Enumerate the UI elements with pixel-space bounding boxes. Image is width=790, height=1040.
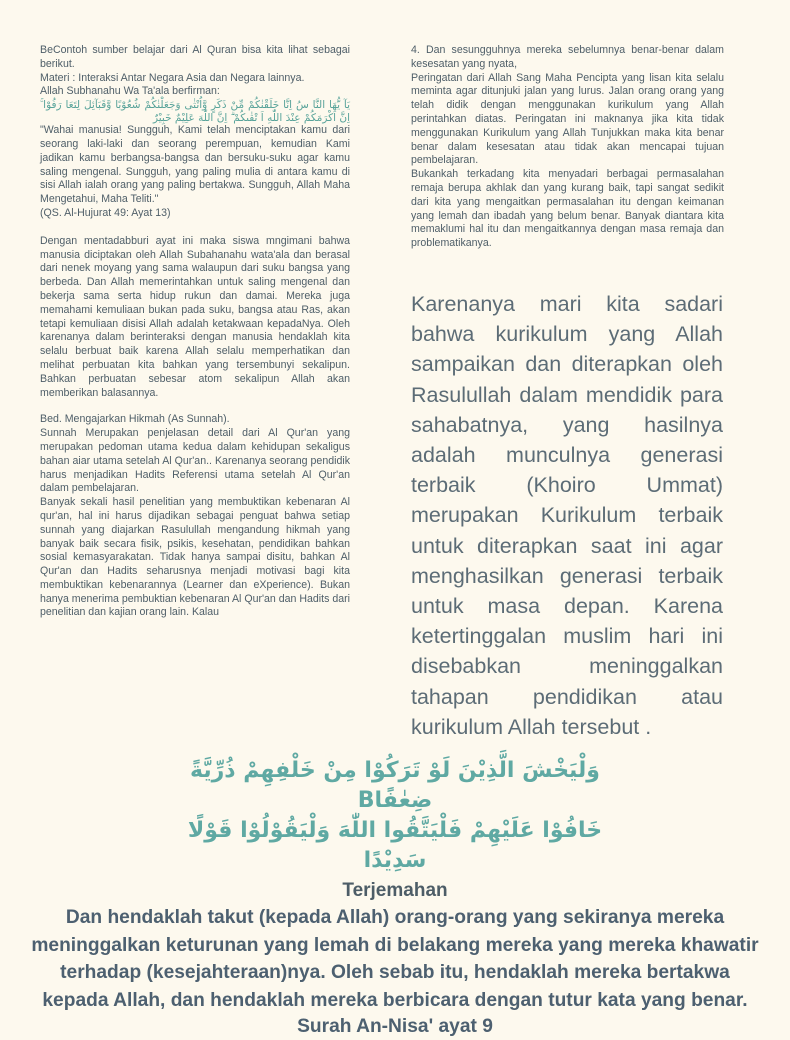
intro-text: BeContoh sumber belajar dari Al Quran bisa kita lihat sebagai berikut. [40, 44, 350, 70]
section-heading-hikmah: Bed. Mengajarkan Hikmah (As Sunnah). [40, 413, 230, 426]
left-column [40, 44, 350, 620]
bukankah-paragraph: Bukankah terkadang kita menyadari berbagai permasalahan remaja berupa akhlak dan yang kurang baik, tapi sangat sedikit dari kita yang mengaitkan permasalahan itu dengan keimanan yang lemah dan ibadah yang belum benar. Banyak diantara kita memaklumi hal itu dan mengaitkannya dengan masa remaja dan problematikanya. [411, 168, 724, 250]
verse-reference: (QS. Al-Hujurat 49: Ayat 13) [40, 206, 171, 219]
translation-body: Dan hendaklah takut (kepada Allah) orang-orang yang sekiranya mereka meninggalkan keturunan yang lemah di belakang mereka yang mereka khawatir terhadap (kesejahteraan)nya. Oleh sebab itu, hendaklah mereka bertakwa kepada Allah, dan hendaklah mereka berbicara dengan tutur kata yang benar. [31, 907, 759, 1011]
verse-translation: "Wahai manusia! Sungguh, Kami telah menciptakan kamu dari seorang laki-laki dan seorang perempuan, kemudian Kami jadikan kamu berbangsa-bangsa dan bersuku-suku agar kamu saling mengenal. Sungguh, yang paling mulia di antara kamu di sisi Allah ialah orang yang paling bertakwa. Sungguh, Allah Maha Mengetahui, Maha Teliti." [40, 124, 350, 206]
highlight-paragraph: Karenanya mari kita sadari bahwa kurikulum yang Allah sampaikan dan diterapkan oleh Rasulullah dalam mendidik para sahabatnya, yang hasilnya adalah munculnya generasi terbaik (Khoiro Ummat) merupakan Kurikulum terbaik untuk diterapkan saat ini agar menghasilkan generasi terbaik untuk masa depan. Karena ketertinggalan muslim hari ini disebabkan meninggalkan tahapan pendidikan atau kurikulum Allah tersebut . [411, 292, 723, 739]
translation-title: Terjemahan [342, 880, 448, 901]
arabic-stray-letter: B [357, 788, 375, 813]
tadabbur-paragraph: Dengan mentadabburi ayat ini maka siswa mngimani bahwa manusia diciptakan oleh Allah Subahanahu wata'ala dan berasal dari nenek moyang yang sama walaupun dari suku bangsa yang berbeda. Dan Allah memerintahkan untuk saling mengenal dan bekerja sama serta hidup rukun dan damai. Mereka juga memahami kemuliaan bukan pada suku, bangsa atau Ras, akan tetapi kemuliaan disisi Allah adalah ketakwaan kepadaNya. Oleh karenanya dalam berinteraksi dengan manusia hendaklah kita selalu berbuat baik karena Allah selalu memperhatikan dan melihat perbuatan kita bahkan yang tersembunyi sekalipun. Bahkan perbuatan sebesar atom sekalipun Allah akan memberikan balasannya. [40, 234, 350, 399]
bottom-section [0, 756, 790, 1040]
peringatan-paragraph: Peringatan dari Allah Sang Maha Pencipta yang lisan kita selalu meminta agar ditunjuki jalan yang lurus. Jalan orang orang yang telah didik dengan menggunakan kurikulum yang Allah perintahkan diatas. Peringatan ini maknanya jika kita tidak menggunakan Kurikulum yang Allah Tunjukkan maka kita benar benar dalam kesesatan atau tidak akan mencapai tujuan pembelajaran. [411, 71, 724, 167]
research-paragraph: Banyak sekali hasil penelitian yang membuktikan kebenaran Al qur'an, hal ini harus dijadikan sebagai penguat bahwa setiap sunnah yang diajarkan Rasulullah mengandung hikmah yang banyak baik secara fisik, psikis, kesehatan, pendidikan bahkan sosial kemasyarakatan. Tidak hanya sampai disitu, bahkan Al Qur'an dan Hadits seharusnya menjadi motivasi bagi kita membuktikan kebenarannya (Learner dan eXperience). Bukan hanya menerima pembuktian kebenaran Al Qur'an dan Hadits dari penelitian dan kajian orang lain. Kalau [40, 496, 351, 619]
verse-4-text: 4. Dan sesungguhnya mereka sebelumnya benar-benar dalam kesesatan yang nyata, [411, 44, 724, 70]
surah-source: Surah An-Nisa' ayat 9 [297, 1016, 493, 1038]
right-column-top [411, 44, 724, 251]
arabic-verse-hujurat: يَآ يُّهَا النَّا سُ اِنَّا خَلَقْنٰكُمْ مِّنْ ذَكَرٍ وَّاُنْثٰى وَجَعَلْنٰكُمْ شُعُوْبًا وَّقَبَآئِلَ لِتَعَا رَفُوْا ۚ اِنَّ اَكْرَمَكُمْ عِنْدَ اللّٰهِ اَ تْقٰٮكُمْ ۗ اِنَّ اللّٰهَ عَلِيْمٌ خَبِيْرٌ [40, 99, 350, 124]
materi-text: Materi : Interaksi Antar Negara Asia dan Negara lainnya. [40, 71, 305, 84]
firman-intro: Allah Subhanahu Wa Ta'ala berfirman: [40, 85, 220, 98]
sunnah-paragraph: Sunnah Merupakan penjelasan detail dari Al Qur'an yang merupakan pedoman utama kedua dalam kehidupan sekaligus bahan aiar utama setelah Al Qur'an.. Karenanya seorang pendidik harus menjadikan Hadits Referensi utama setelah Al Qur'an dalam pembelajaran. [40, 427, 350, 495]
arabic-line-2: خَافُوْا عَلَيْهِمْ فَلْيَتَّقُوا اللّٰهَ وَلْيَقُوْلُوْا قَوْلًا سَدِيْدًا [187, 818, 603, 873]
arabic-line-1: وَلْيَخْشَ الَّذِيْنَ لَوْ تَرَكُوْا مِنْ خَلْفِهِمْ ذُرِّيَّةً ضِعٰفًا [190, 758, 600, 813]
arabic-verse-nisa [165, 756, 625, 876]
